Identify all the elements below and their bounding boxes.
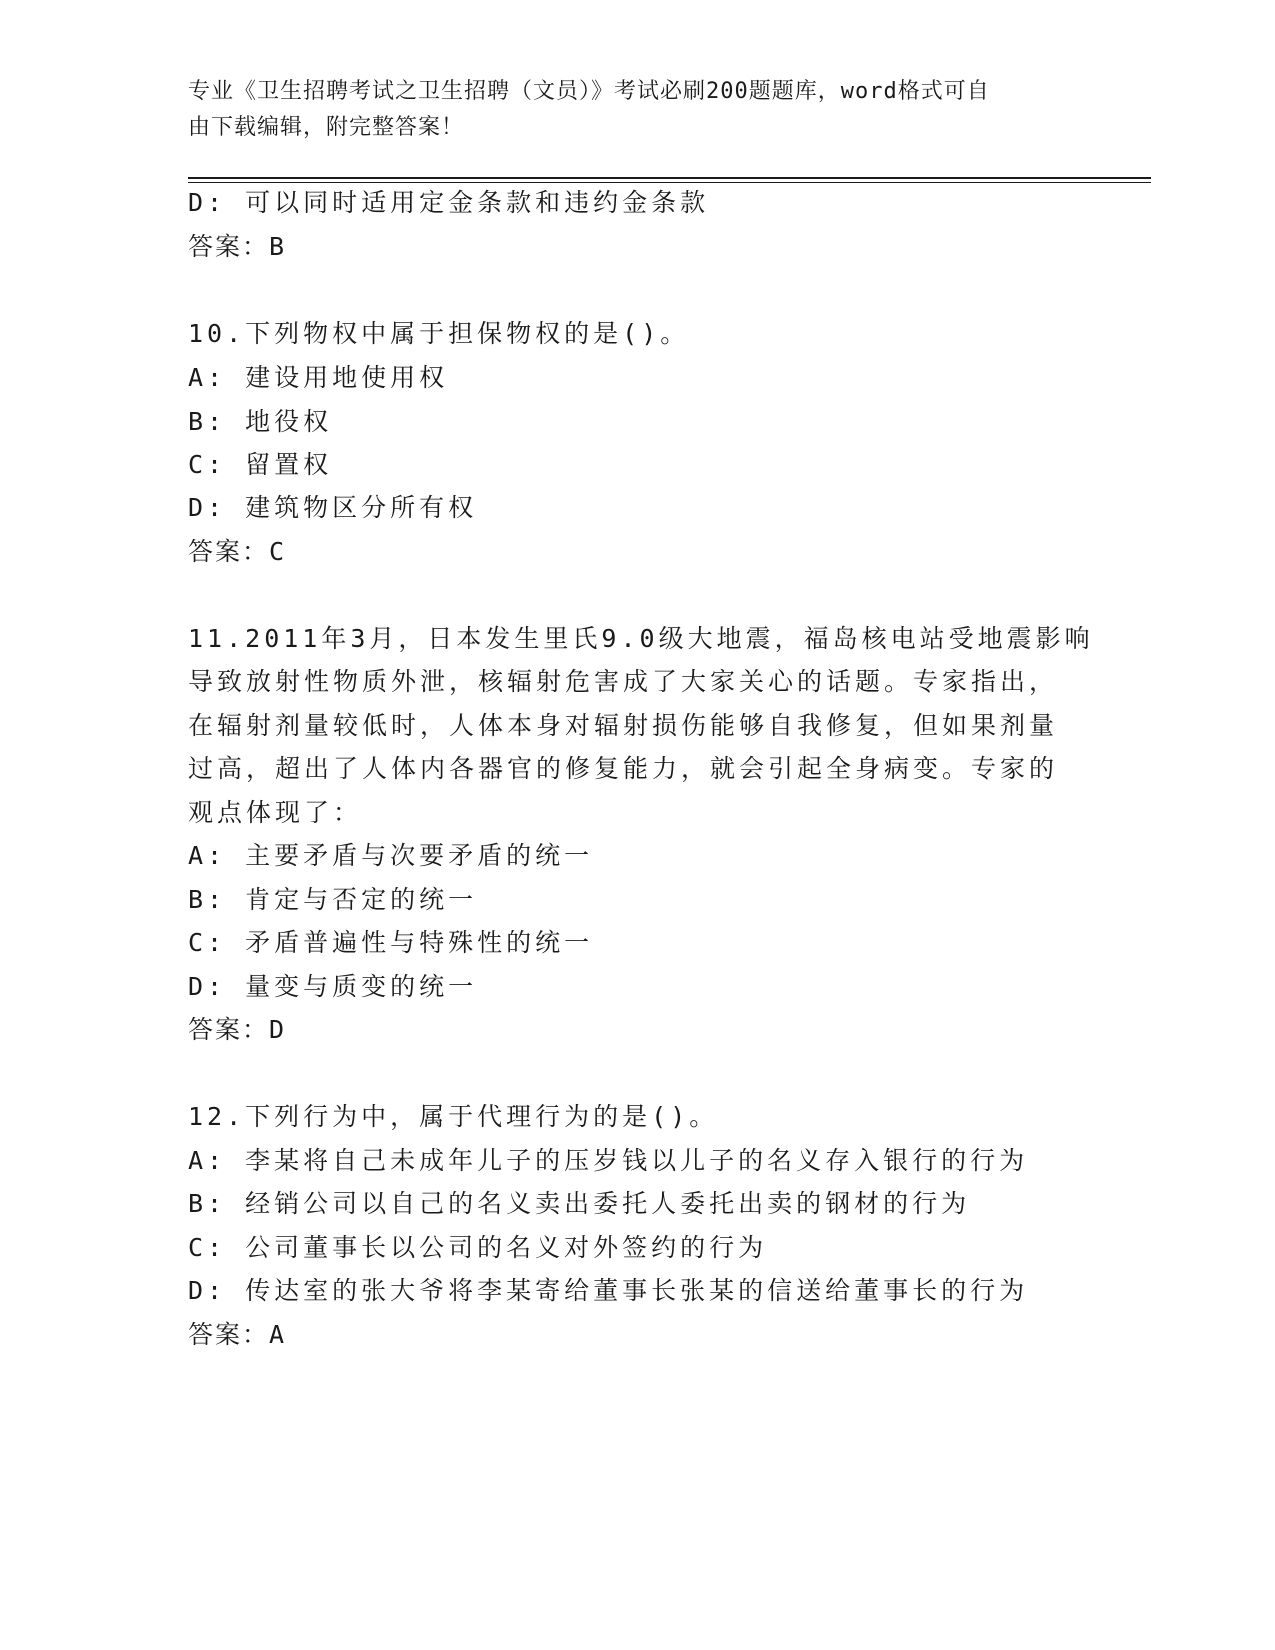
q11-answer: 答案：D — [188, 1015, 287, 1044]
q11-option-b: B: 肯定与否定的统一 — [188, 885, 478, 914]
q12-option-d: D: 传达室的张大爷将李某寄给董事长张某的信送给董事长的行为 — [188, 1276, 1029, 1305]
header-line-2: 由下载编辑，附完整答案！ — [188, 115, 465, 140]
q11-option-a: A: 主要矛盾与次要矛盾的统一 — [188, 841, 594, 870]
q12-option-a: A: 李某将自己未成年儿子的压岁钱以儿子的名义存入银行的行为 — [188, 1146, 1029, 1175]
q11-option-d: D: 量变与质变的统一 — [188, 972, 478, 1001]
header-divider-thick — [188, 177, 1151, 179]
q12-option-c: C: 公司董事长以公司的名义对外签约的行为 — [188, 1233, 768, 1262]
q10-option-a: A: 建设用地使用权 — [188, 363, 449, 392]
q12-answer: 答案：A — [188, 1320, 287, 1349]
q11-stem-line-3: 在辐射剂量较低时，人体本身对辐射损伤能够自我修复，但如果剂量 — [188, 711, 1059, 740]
q9-option-d: D: 可以同时适用定金条款和违约金条款 — [188, 188, 710, 217]
document-header — [188, 74, 1068, 146]
q10-option-c: C: 留置权 — [188, 450, 333, 479]
q10-option-b: B: 地役权 — [188, 407, 333, 436]
q12-stem: 12.下列行为中，属于代理行为的是()。 — [188, 1102, 719, 1131]
q11-stem-line-5: 观点体现了： — [188, 798, 363, 827]
header-line-1: 专业《卫生招聘考试之卫生招聘（文员）》考试必刷200题题库，word格式可自 — [188, 79, 990, 104]
q11-option-c: C: 矛盾普遍性与特殊性的统一 — [188, 928, 594, 957]
q10-option-d: D: 建筑物区分所有权 — [188, 493, 478, 522]
q9-answer: 答案：B — [188, 232, 287, 261]
q11-stem-line-2: 导致放射性物质外泄，核辐射危害成了大家关心的话题。专家指出， — [188, 667, 1059, 696]
q11-stem-line-1: 11.2011年3月，日本发生里氏9.0级大地震，福岛核电站受地震影响 — [188, 624, 1094, 653]
q10-stem: 10.下列物权中属于担保物权的是()。 — [188, 319, 690, 348]
header-divider-thin — [188, 182, 1151, 183]
q10-answer: 答案：C — [188, 537, 287, 566]
q11-stem-line-4: 过高，超出了人体内各器官的修复能力，就会引起全身病变。专家的 — [188, 754, 1059, 783]
q12-option-b: B: 经销公司以自己的名义卖出委托人委托出卖的钢材的行为 — [188, 1189, 971, 1218]
